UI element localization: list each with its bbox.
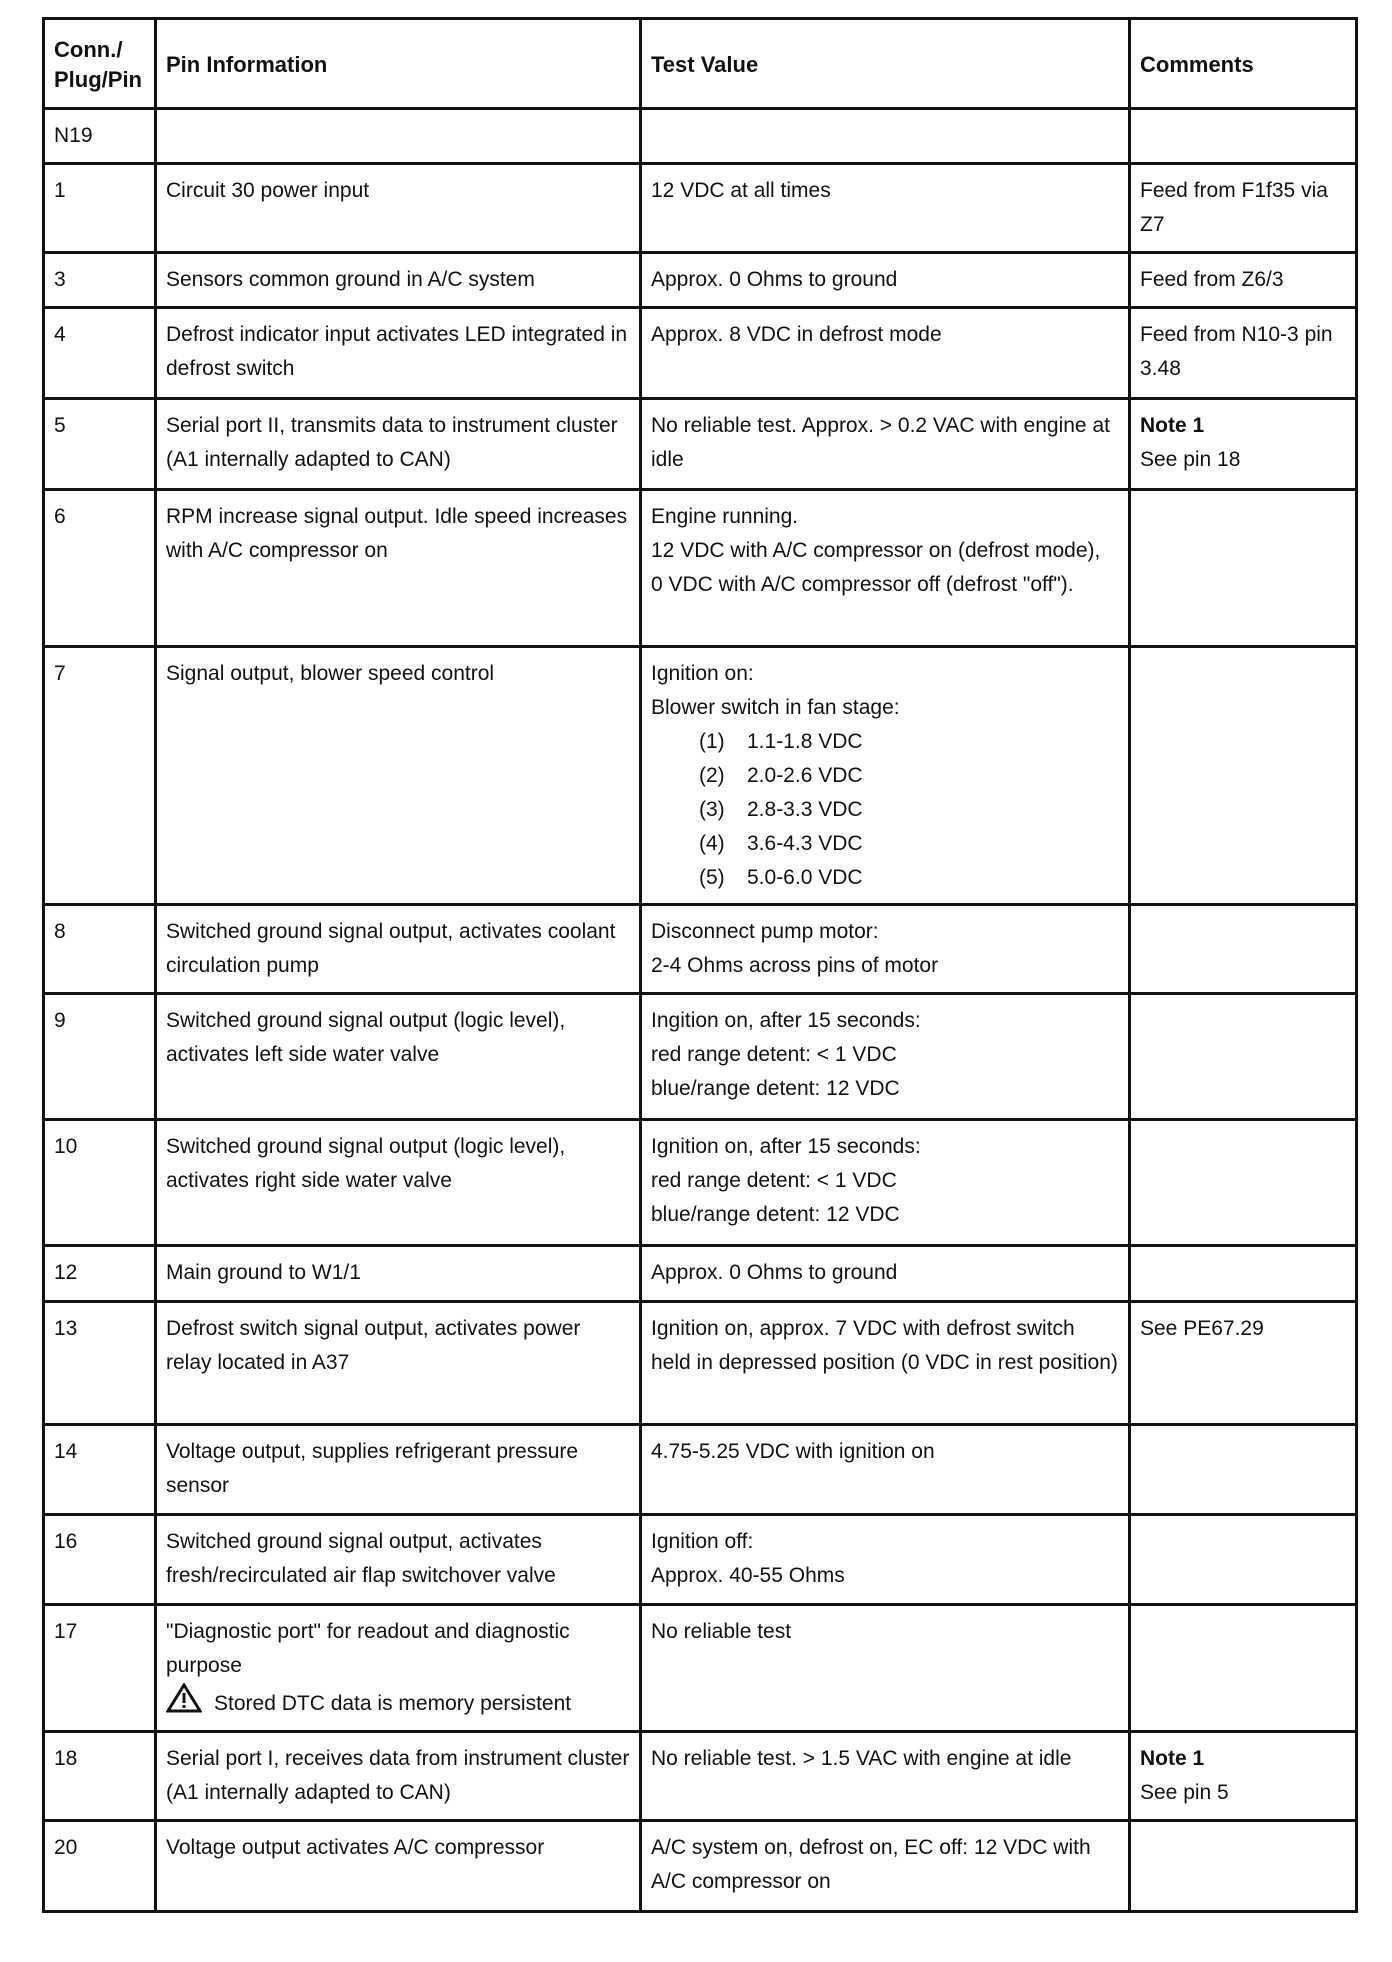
pin-number-cell: 13 [44,1302,156,1425]
fan-stage-line [651,861,1120,895]
pin-info-text: Switched ground signal output (logic level), activates left side water valve [166,1009,566,1066]
pin-info-cell [156,1515,641,1605]
test-value-cell [641,1605,1130,1732]
warning-note [166,1683,571,1724]
fan-stage-number: (4) [699,832,725,855]
test-value-line: Ignition on, approx. 7 VDC with defrost switch held in depressed position (0 VDC in rest position) [651,1317,1118,1374]
test-value-cell [641,1246,1130,1302]
comment-text: See PE67.29 [1140,1317,1264,1340]
test-value-line: 2-4 Ohms across pins of motor [651,954,939,977]
pin-info-text: Voltage output activates A/C compressor [166,1836,545,1859]
table-row [44,490,1357,647]
pin-number-cell: 9 [44,994,156,1120]
test-value-line: 12 VDC with A/C compressor on (defrost mode), [651,539,1101,562]
test-value-line: Blower switch in fan stage: [651,696,900,719]
test-value-cell [641,1821,1130,1912]
comment-text: See pin 18 [1140,448,1241,471]
fan-stage-number: (5) [699,866,725,889]
comments-cell [1130,164,1357,253]
test-value-line: Ignition off: [651,1530,754,1553]
pin-info-cell [156,1425,641,1515]
pin-info-cell [156,164,641,253]
comments-cell [1130,647,1357,905]
test-value-line: 12 VDC at all times [651,179,831,202]
pin-info-cell [156,253,641,308]
pin-number-cell: 10 [44,1120,156,1246]
comments-cell [1130,399,1357,490]
comment-text: Feed from F1f35 via Z7 [1140,179,1328,236]
table-row [44,647,1357,905]
pin-info-cell [156,1246,641,1302]
comment-note: Note 1 [1140,1747,1205,1770]
fan-stage-line [651,793,1120,827]
pin-table [42,17,1358,1913]
pin-info-text: "Diagnostic port" for readout and diagnostic purpose [166,1620,570,1677]
pin-info-cell [156,647,641,905]
pin-info-text: Voltage output, supplies refrigerant pressure sensor [166,1440,579,1497]
table-row [44,1515,1357,1605]
test-value-line: No reliable test. > 1.5 VAC with engine at idle [651,1747,1072,1770]
pin-info-text: Switched ground signal output, activates fresh/recirculated air flap switchover valve [166,1530,556,1587]
pin-number-cell: 5 [44,399,156,490]
comment-text: See pin 5 [1140,1781,1229,1804]
test-value-line: blue/range detent: 12 VDC [651,1077,900,1100]
table-row [44,1302,1357,1425]
header-test-value: Test Value [641,19,1130,109]
comments-cell [1130,1246,1357,1302]
table-row [44,1120,1357,1246]
fan-stage-value: 2.0-2.6 VDC [747,764,863,787]
fan-stage-line [651,725,1120,759]
pin-info-cell [156,1120,641,1246]
test-value-cell [641,1120,1130,1246]
test-value-cell [641,647,1130,905]
warning-icon [166,1683,202,1724]
test-value-line: A/C system on, defrost on, EC off: 12 VDC with A/C compressor on [651,1836,1091,1893]
pin-info-cell [156,1732,641,1821]
comment-text: Feed from Z6/3 [1140,268,1284,291]
test-value-line: Approx. 0 Ohms to ground [651,1261,898,1284]
test-value-line: No reliable test. Approx. > 0.2 VAC with engine at idle [651,414,1110,471]
test-value-cell [641,399,1130,490]
pin-number-cell: 16 [44,1515,156,1605]
table-row [44,1246,1357,1302]
fan-stage-number: (2) [699,764,725,787]
pin-info-cell [156,308,641,399]
pin-info-text: Switched ground signal output (logic level), activates right side water valve [166,1135,566,1192]
fan-stage-value: 3.6-4.3 VDC [747,832,863,855]
test-value-line: No reliable test [651,1620,792,1643]
comments-cell [1130,1120,1357,1246]
pin-info-cell [156,994,641,1120]
pin-number-cell: 3 [44,253,156,308]
pin-number-cell: 14 [44,1425,156,1515]
pin-number-cell: 18 [44,1732,156,1821]
pin-number-cell: 8 [44,905,156,994]
pin-info-cell [156,905,641,994]
test-value-line: Disconnect pump motor: [651,920,879,943]
table-row [44,905,1357,994]
pin-info-cell [156,399,641,490]
test-value-line: blue/range detent: 12 VDC [651,1203,900,1226]
pin-info-cell [156,1605,641,1732]
test-value-line: 4.75-5.25 VDC with ignition on [651,1440,935,1463]
test-value-line: 0 VDC with A/C compressor off (defrost "off"). [651,573,1074,596]
test-value-line: red range detent: < 1 VDC [651,1169,897,1192]
test-value-cell [641,905,1130,994]
comment-note: Note 1 [1140,414,1205,437]
test-value-line: Approx. 40-55 Ohms [651,1564,845,1587]
pin-number-cell: 4 [44,308,156,399]
pin-info-cell [156,1821,641,1912]
comments-cell [1130,1732,1357,1821]
fan-stage-number: (3) [699,798,725,821]
group-label: N19 [44,109,156,164]
comments-cell [1130,905,1357,994]
comments-cell [1130,1302,1357,1425]
warning-text: Stored DTC data is memory persistent [214,1691,572,1715]
pin-number-cell: 7 [44,647,156,905]
pin-info-text: Circuit 30 power input [166,179,370,202]
table-row [44,308,1357,399]
table-row [44,1425,1357,1515]
pin-number-cell: 1 [44,164,156,253]
comments-cell [1130,1605,1357,1732]
test-value-line: Approx. 0 Ohms to ground [651,268,898,291]
test-value-line: Ignition on: [651,662,754,685]
test-value-cell [641,253,1130,308]
test-value-line: Ignition on, after 15 seconds: [651,1135,921,1158]
comments-cell [1130,1821,1357,1912]
test-value-cell [641,1732,1130,1821]
test-value-cell [641,308,1130,399]
comments-cell [1130,1425,1357,1515]
pin-number-cell: 12 [44,1246,156,1302]
header-pin-info: Pin Information [156,19,641,109]
table-row [44,1605,1357,1732]
fan-stage-value: 1.1-1.8 VDC [747,730,863,753]
comments-cell [1130,994,1357,1120]
fan-stage-value: 5.0-6.0 VDC [747,866,863,889]
table-row [44,399,1357,490]
pin-number-cell: 20 [44,1821,156,1912]
table-row [44,253,1357,308]
pin-info-text: Signal output, blower speed control [166,662,495,685]
pin-info-text: Defrost indicator input activates LED integrated in defrost switch [166,323,628,380]
fan-stage-line [651,759,1120,793]
pin-info-cell [156,1302,641,1425]
test-value-line: Engine running. [651,505,799,528]
comments-cell [1130,490,1357,647]
comments-cell [1130,253,1357,308]
pin-info-cell [156,490,641,647]
pin-info-text: Serial port II, transmits data to instrument cluster (A1 internally adapted to CAN) [166,414,618,471]
fan-stage-line [651,827,1120,861]
table-row [44,164,1357,253]
comments-cell [1130,308,1357,399]
test-value-line: red range detent: < 1 VDC [651,1043,897,1066]
test-value-cell [641,1425,1130,1515]
pin-number-cell: 17 [44,1605,156,1732]
pin-info-text: Serial port I, receives data from instrument cluster (A1 internally adapted to CAN) [166,1747,630,1804]
pin-info-text: RPM increase signal output. Idle speed increases with A/C compressor on [166,505,628,562]
test-value-cell [641,164,1130,253]
table-row [44,1732,1357,1821]
test-value-cell [641,490,1130,647]
table-row [44,994,1357,1120]
test-value-line: Ingition on, after 15 seconds: [651,1009,921,1032]
comment-text: Feed from N10-3 pin 3.48 [1140,323,1333,380]
test-value-cell [641,1515,1130,1605]
header-row [44,19,1357,109]
group-row [44,109,1357,164]
pin-info-text: Main ground to W1/1 [166,1261,361,1284]
pin-info-text: Sensors common ground in A/C system [166,268,535,291]
pin-number-cell: 6 [44,490,156,647]
comments-cell [1130,1515,1357,1605]
header-conn: Conn./ Plug/Pin [44,19,156,109]
pin-info-text: Switched ground signal output, activates coolant circulation pump [166,920,616,977]
pin-info-text: Defrost switch signal output, activates power relay located in A37 [166,1317,581,1374]
test-value-cell [641,1302,1130,1425]
test-value-cell [641,994,1130,1120]
fan-stage-value: 2.8-3.3 VDC [747,798,863,821]
fan-stage-number: (1) [699,730,725,753]
header-comments: Comments [1130,19,1357,109]
table-row [44,1821,1357,1912]
test-value-line: Approx. 8 VDC in defrost mode [651,323,942,346]
